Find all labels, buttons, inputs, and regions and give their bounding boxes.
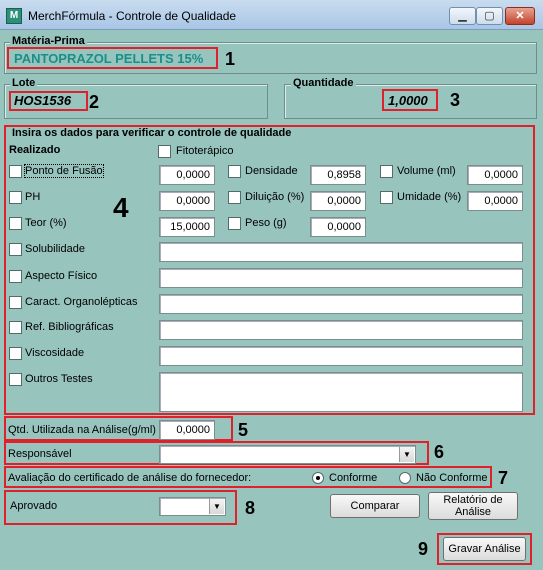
peso-label: Peso (g)	[245, 217, 287, 229]
diluicao-checkbox[interactable]	[228, 191, 241, 204]
umidade-checkbox[interactable]	[380, 191, 393, 204]
annotation-2: 2	[89, 92, 100, 112]
relatorio-label-line1: Relatório de	[443, 494, 503, 506]
viscosidade-label: Viscosidade	[25, 347, 85, 359]
fitoterapico-label: Fitoterápico	[176, 145, 234, 157]
outros-testes-textarea[interactable]	[159, 372, 523, 412]
diluicao-label: Diluição (%)	[245, 191, 305, 203]
ref-bibliograficas-input[interactable]	[159, 320, 523, 340]
solubilidade-checkbox[interactable]	[9, 243, 22, 256]
fitoterapico-checkbox[interactable]	[158, 145, 171, 158]
annotation-8: 8	[245, 498, 256, 518]
teor-input[interactable]: 15,0000	[159, 217, 215, 237]
window-title: MerchFórmula - Controle de Qualidade	[28, 9, 237, 23]
volume-input[interactable]: 0,0000	[467, 165, 523, 185]
diluicao-input[interactable]: 0,0000	[310, 191, 366, 211]
annotation-5: 5	[238, 420, 249, 440]
quantidade-legend: Quantidade	[293, 77, 354, 89]
teor-checkbox[interactable]	[9, 217, 22, 230]
annotation-4: 4	[113, 192, 129, 223]
peso-input[interactable]: 0,0000	[310, 217, 366, 237]
solubilidade-label: Solubilidade	[25, 243, 85, 255]
viscosidade-input[interactable]	[159, 346, 523, 366]
ponto-fusao-input[interactable]: 0,0000	[159, 165, 215, 185]
aspecto-fisico-input[interactable]	[159, 268, 523, 288]
nao-conforme-label: Não Conforme	[416, 472, 488, 484]
chevron-down-icon[interactable]: ▼	[399, 447, 414, 462]
relatorio-analise-button[interactable]	[428, 492, 518, 520]
teor-label: Teor (%)	[25, 217, 67, 229]
aprovado-select[interactable]	[159, 497, 226, 516]
ref-bibliograficas-label: Ref. Bibliográficas	[25, 321, 114, 333]
densidade-label: Densidade	[245, 165, 298, 177]
aspecto-fisico-checkbox[interactable]	[9, 270, 22, 283]
ref-bibliograficas-checkbox[interactable]	[9, 321, 22, 334]
annotation-1: 1	[225, 49, 236, 69]
relatorio-label-line2: Análise	[454, 506, 492, 518]
conforme-label: Conforme	[329, 472, 378, 484]
caract-organolepticas-label: Caract. Organolépticas	[25, 296, 138, 308]
aprovado-label: Aprovado	[10, 500, 58, 512]
volume-checkbox[interactable]	[380, 165, 393, 178]
responsavel-label: Responsável	[8, 448, 72, 460]
peso-checkbox[interactable]	[228, 217, 241, 230]
close-button[interactable]: ✕	[505, 7, 535, 25]
ph-label: PH	[25, 191, 41, 203]
minimize-button[interactable]: ▁	[449, 7, 476, 25]
ph-input[interactable]: 0,0000	[159, 191, 215, 211]
title-bar	[0, 0, 543, 30]
densidade-checkbox[interactable]	[228, 165, 241, 178]
outros-testes-label: Outros Testes	[25, 373, 93, 385]
lote-value: HOS1536	[14, 93, 72, 108]
volume-label: Volume (ml)	[397, 165, 456, 177]
avaliacao-label: Avaliação do certificado de análise do fornecedor:	[8, 472, 252, 484]
quality-legend: Insira os dados para verificar o controle de qualidade	[12, 127, 292, 139]
gravar-analise-button[interactable]: Gravar Análise	[443, 537, 526, 561]
lote-legend: Lote	[12, 77, 36, 89]
conforme-radio[interactable]	[312, 472, 324, 484]
responsavel-select[interactable]	[159, 445, 416, 464]
densidade-input[interactable]: 0,8958	[310, 165, 366, 185]
maximize-button[interactable]: ▢	[476, 7, 503, 25]
solubilidade-input[interactable]	[159, 242, 523, 262]
quantidade-value: 1,0000	[388, 93, 428, 108]
ponto-fusao-label: Ponto de Fusão	[25, 165, 103, 177]
annotation-7: 7	[498, 468, 509, 488]
annotation-3: 3	[450, 90, 461, 110]
comparar-button[interactable]: Comparar	[330, 494, 420, 518]
umidade-input[interactable]: 0,0000	[467, 191, 523, 211]
annotation-6: 6	[434, 442, 445, 462]
annotation-9: 9	[418, 539, 429, 559]
nao-conforme-radio[interactable]	[399, 472, 411, 484]
ponto-fusao-checkbox[interactable]	[9, 165, 22, 178]
ph-checkbox[interactable]	[9, 191, 22, 204]
viscosidade-checkbox[interactable]	[9, 347, 22, 360]
materia-prima-legend: Matéria-Prima	[12, 35, 85, 47]
qtd-input[interactable]: 0,0000	[159, 420, 215, 440]
app-icon: M	[6, 8, 22, 24]
caract-organolepticas-checkbox[interactable]	[9, 296, 22, 309]
aspecto-fisico-label: Aspecto Físico	[25, 270, 98, 282]
chevron-down-icon[interactable]: ▼	[209, 499, 224, 514]
realizado-header: Realizado	[9, 144, 61, 156]
outros-testes-checkbox[interactable]	[9, 373, 22, 386]
umidade-label: Umidade (%)	[397, 191, 462, 203]
caract-organolepticas-input[interactable]	[159, 294, 523, 314]
qtd-label: Qtd. Utilizada na Análise(g/ml)	[8, 424, 156, 436]
materia-prima-value: PANTOPRAZOL PELLETS 15%	[14, 51, 204, 66]
